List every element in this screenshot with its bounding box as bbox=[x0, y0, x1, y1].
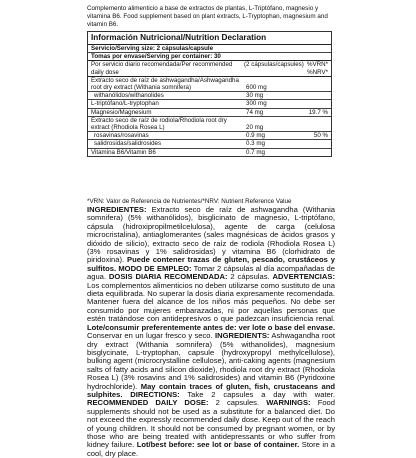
dose-en-heading: RECOMMENDED DAILY DOSE: bbox=[87, 398, 209, 408]
header-amount: (2 cápsulas/capsules) bbox=[244, 61, 304, 69]
nutrient-row: L-triptófano/L-tryptophan 300 mg bbox=[88, 100, 331, 108]
nutrient-row: Vitamina B6/Vitamin B6 0.7 mg bbox=[91, 148, 265, 156]
dose-en: 2 capsules. bbox=[208, 398, 267, 408]
nutrient-row: Extracto seco de raíz de ashwagandha/Ashwagandha root dry extract (Withania somnifera) 600 mg bbox=[88, 77, 331, 92]
servings-per-container: Tomas por envase/Serving per container: 30 bbox=[88, 53, 331, 61]
warnings-en: Food supplements should not be used as a substitute for a balanced diet. Do not exceed the expressly recommended daily dose. Keep out of the reach of young children. It should not be consumed by pregnant women, or by those who are being treated with antidepressants or who suffer from kidney failure. bbox=[87, 398, 336, 450]
usage-es: Tomar 2 cápsulas al día acompañadas de agua. bbox=[87, 263, 335, 282]
nutrient-row: Extracto seco de raíz de rodiola/Rhodiola root dry extract (Rhodiola Rosea L) 20 mg bbox=[88, 117, 331, 132]
lot-es: Lote/consumir preferentemente antes de: ver lote o base del envase. bbox=[87, 322, 335, 332]
ingredients-es: Extracto seco de raíz de ashwagandha (Withania somnifera) (5% withanólidos), bisglicinato de magnesio, L-triptófano, cápsula (hidroxipropilmetilcelulosa), agente de carga (celulosa microcristalina), antiaglomerantes (sales magnésicas de ácidos grasos y dióxido de silicio), extracto seco de raíz de rodiola (Rhodiola Rosea L) (3% rosavinas y 1% salidrosidas) y vitamina B6 (clorhidrato de piridoxina). bbox=[87, 205, 335, 265]
label-body-text bbox=[87, 206, 335, 458]
nutrient-row: salidrosidas/salidrosides 0.3 mg bbox=[88, 140, 331, 148]
warnings-es-heading: ADVERTENCIAS: bbox=[272, 272, 335, 282]
intro-text: Complemento alimenticio a base de extractos de plantas, L-Triptófano, magnesio y vitamina B6. Food supplement based on plant extracts, L-Tryptophan, magnesium and vitamin B6. bbox=[87, 5, 328, 28]
header-label: Por servicio diario recomendada/Per recommended daily dose bbox=[91, 61, 233, 76]
panel-title: Información Nutricional/Nutrition Declaration bbox=[88, 32, 331, 45]
allergen-es: Puede contener trazas de gluten, pescado, crustáceos y sulfitos. MODO DE EMPLEO: bbox=[87, 255, 335, 273]
header-vrn: %VRN* %NRV* bbox=[307, 61, 328, 76]
nutrient-row: Magnesio/Magnesium 74 mg 19.7 % bbox=[88, 109, 331, 117]
nutrient-row: rosavinas/rosavinas 0.9 mg 50 % bbox=[88, 132, 331, 140]
warnings-en-heading: WARNINGS: bbox=[266, 398, 311, 408]
lot-en: Lot/best before: see lot or base of container. bbox=[136, 440, 300, 450]
footnote: *VRN: Valor de Referencia de Nutrientes/*NRV: Nutrient Reference Value bbox=[87, 198, 292, 205]
storage-en: Store in a cool, dry place. bbox=[87, 440, 335, 458]
ingredients-en: Ashwagandha root dry extract (Withania somnifera) (5% withanolides), magnesium bisglycinate, L-tryptophan, capsule (hydroxypropyl methylcellulose), bulking agent (microcrystalline cellulose), anti-caking agents (magnesium salts of fatty acids and silicon dioxide), rhodiola root dry extract (Rhodiola Rosea L) (3% rosavins and 1% salidrosides) and vitamin B6 (Pyridoxine hydrochloride). bbox=[87, 331, 335, 391]
warnings-es: Los complementos alimenticios no deben utilizarse como sustituto de una dieta equilibrada. No superar la dosis diaria expresamente recomendada. Mantener fuera del alcance de los niños más pequeños. No debe ser consumido por mujeres embarazadas, ni por aquellas personas que estén tratándose con antidepresivos o que padezcan insuficiencia renal. bbox=[87, 280, 335, 324]
storage-es: Conservar en un lugar fresco y seco. bbox=[87, 331, 213, 341]
dose-es-heading: DOSIS DIARIA RECOMENDADA: bbox=[108, 272, 228, 282]
dose-es: 2 cápsulas. bbox=[227, 272, 273, 282]
usage-en: Take 2 capsules a day with water. bbox=[179, 389, 335, 399]
nutrition-panel bbox=[87, 31, 332, 157]
panel-header-row bbox=[88, 61, 331, 76]
allergen-en: May contain traces of gluten, fish, crustaceans and sulphites. DIRECTIONS: bbox=[87, 381, 335, 399]
nutrient-row: withanólidos/withanolides 30 mg bbox=[88, 92, 331, 100]
ingredients-es-heading: INGREDIENTES: bbox=[87, 205, 147, 214]
ingredients-en-heading: INGREDIENTS: bbox=[215, 331, 270, 341]
serving-size: Servicio/Serving size: 2 cápsulas/capsule bbox=[88, 45, 331, 53]
